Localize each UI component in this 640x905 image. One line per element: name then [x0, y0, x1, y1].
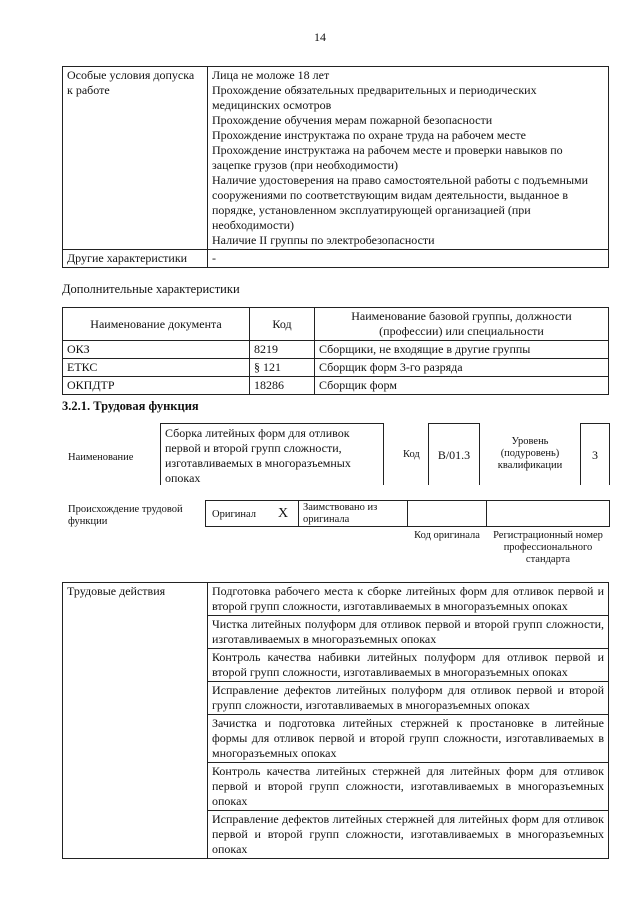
cell-code: § 121 [250, 359, 315, 377]
action-item: Исправление дефектов литейных стержней для литейных форм для отливок первой и второй групп сложности, изготавливаемых в многоразъемных опоках [208, 811, 609, 859]
code-original-label: Код оригинала [414, 530, 480, 541]
borrowed-label: Заимствовано из оригинала [303, 502, 378, 525]
list-item: Наличие II группы по электробезопасности [212, 233, 435, 247]
cell-name: Сборщик форм 3-го разряда [315, 359, 609, 377]
table-row [63, 377, 609, 395]
function-code-label: Код [403, 449, 420, 460]
qualification-level-label: Уровень (подуровень) квалификации [497, 436, 563, 471]
function-name-value: Сборка литейных форм для отливок первой и второй групп сложности, изготавливаемых в многоразъемных опоках [165, 426, 351, 485]
action-item: Контроль качества набивки литейных полуформ для отливок первой и второй групп сложности, изготавливаемых в многоразъемных опоках [208, 649, 609, 682]
function-heading: 3.2.1. Трудовая функция [62, 399, 199, 413]
conditions-table [62, 66, 609, 268]
table-row [63, 583, 609, 616]
cell-doc: ЕТКС [63, 359, 250, 377]
function-name-label: Наименование [68, 452, 134, 463]
special-conditions-label: Особые условия допуска к работе [63, 67, 208, 250]
list-item: Прохождение обучения мерам пожарной безопасности [212, 113, 493, 127]
table-row [63, 341, 609, 359]
list-item: Прохождение инструктажа на рабочем месте и проверки навыков по зацепке грузов (при необходимости) [212, 143, 563, 172]
additional-table [62, 307, 609, 395]
col-header-code: Код [250, 308, 315, 341]
reg-number-label: Регистрационный номер профессионального стандарта [493, 530, 603, 565]
function-code-value: B/01.3 [437, 448, 471, 462]
col-header-document: Наименование документа [63, 308, 250, 341]
original-label: Оригинал [212, 509, 256, 520]
action-item: Контроль качества литейных стержней для литейных форм для отливок первой и второй групп сложности, изготавливаемых в многоразъемных опоках [208, 763, 609, 811]
cell-doc: ОКЗ [63, 341, 250, 359]
qualification-level-box [580, 423, 610, 485]
list-item: Наличие удостоверения на право самостоятельной работы с подъемными сооружениями по соответствующим видам деятельности, выданное в порядке, установленном эксплуатирующей организацией (при необходимости) [212, 173, 589, 232]
cell-name: Сборщики, не входящие в другие группы [315, 341, 609, 359]
cell-code: 18286 [250, 377, 315, 395]
list-item: Прохождение инструктажа по охране труда на рабочем месте [212, 128, 526, 142]
special-conditions-list [208, 67, 609, 250]
table-row [63, 250, 609, 268]
origin-label: Происхождение трудовой функции [68, 504, 183, 527]
qualification-level-value: 3 [592, 448, 598, 462]
original-mark: X [268, 500, 299, 527]
list-item: Прохождение обязательных предварительных и периодических медицинских осмотров [212, 83, 537, 112]
table-row [63, 67, 609, 250]
function-name-box [160, 423, 384, 485]
cell-doc: ОКПДТР [63, 377, 250, 395]
table-row [63, 359, 609, 377]
list-item: Лица не моложе 18 лет [212, 68, 330, 82]
cell-name: Сборщик форм [315, 377, 609, 395]
action-item: Зачистка и подготовка литейных стержней к простановке в литейные формы для отливок первой и второй групп сложности, изготавливаемых в многоразъемных опоках [208, 715, 609, 763]
col-header-name: Наименование базовой группы, должности (профессии) или специальности [315, 308, 609, 341]
other-characteristics-value: - [208, 250, 609, 268]
actions-table [62, 582, 609, 859]
cell-code: 8219 [250, 341, 315, 359]
other-characteristics-label: Другие характеристики [63, 250, 208, 268]
additional-heading: Дополнительные характеристики [62, 282, 240, 296]
table-row [63, 308, 609, 341]
actions-label: Трудовые действия [63, 583, 208, 859]
action-item: Исправление дефектов литейных полуформ для отливок первой и второй групп сложности, изготавливаемых в многоразъемных опоках [208, 682, 609, 715]
function-code-box [428, 423, 480, 485]
origin-divider [407, 500, 408, 527]
action-item: Подготовка рабочего места к сборке литейных форм для отливок первой и второй групп сложности, изготавливаемых в многоразъемных опоках [208, 583, 609, 616]
action-item: Чистка литейных полуформ для отливок первой и второй групп сложности, изготавливаемых в многоразъемных опоках [208, 616, 609, 649]
origin-divider [486, 500, 487, 527]
page-number: 14 [314, 30, 326, 44]
